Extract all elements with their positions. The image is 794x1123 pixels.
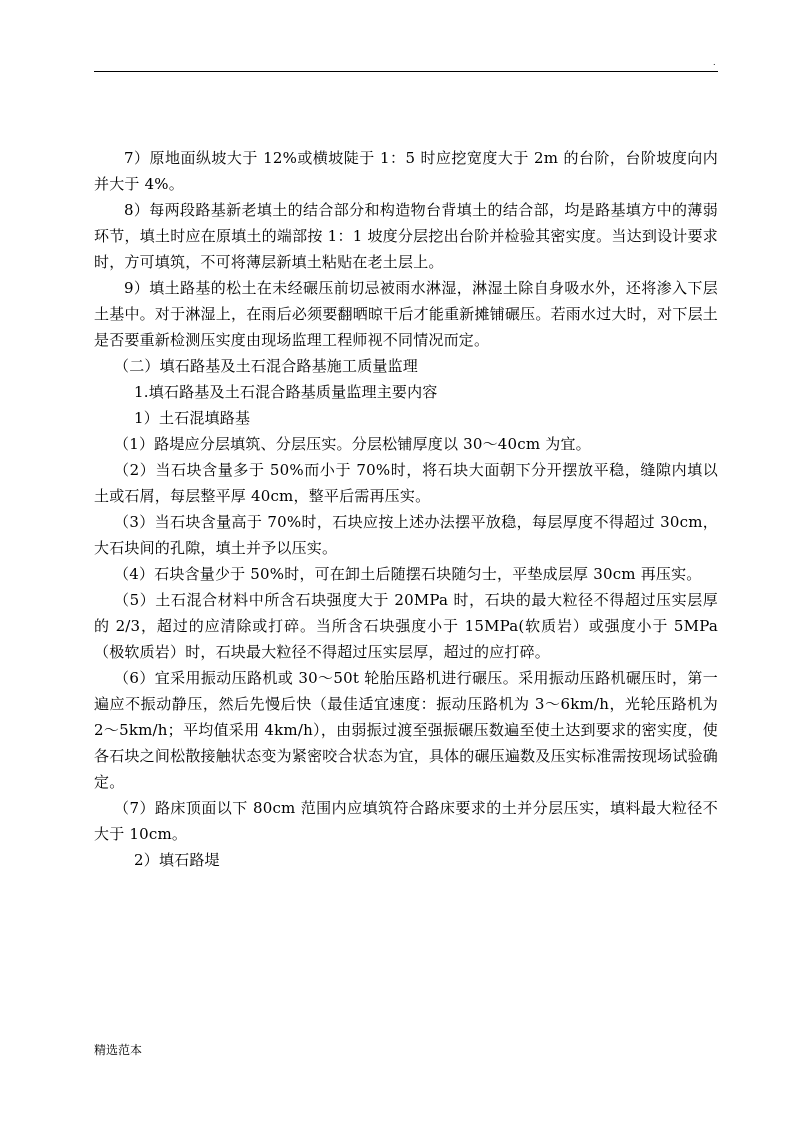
subsection-heading: 1.填石路基及土石混合路基质量监理主要内容 <box>134 383 438 401</box>
list-item-7: （7）路床顶面以下 80cm 范围内应填筑符合路床要求的土并分层压实，填料最大粒径不大于 10cm。 <box>94 799 718 843</box>
paragraph-9: 9）填土路基的松土在未经碾压前切忌被雨水淋湿，淋湿土除自身吸水外，还将渗入下层土基中。对于淋湿上，在雨后必须要翻晒晾干后才能重新摊铺碾压。若雨水过大时，对下层土是否要重新检测压实度由现场监理工程师视不同情况而定。 <box>94 279 718 349</box>
list-item-1: （1）路堤应分层填筑、分层压实。分层松铺厚度以 30～40cm 为宜。 <box>114 435 591 453</box>
list-item-3: （3）当石块含量高于 70%时，石块应按上述办法摆平放稳，每层厚度不得超过 30cm，大石块间的孔隙，填土并予以压实。 <box>94 513 718 557</box>
item-heading-2: 2）填石路堤 <box>134 851 220 869</box>
paragraph-7: 7）原地面纵坡大于 12%或横坡陡于 1：5 时应挖宽度大于 2m 的台阶，台阶坡度向内并大于 4%。 <box>94 149 718 193</box>
paragraph-8: 8）每两段路基新老填土的结合部分和构造物台背填土的结合部，均是路基填方中的薄弱环节，填土时应在原填土的端部按 1：1 坡度分层挖出台阶并检验其密实度。当达到设计要求时，方可填筑，不可将薄层新填土粘贴在老土层上。 <box>94 201 718 271</box>
item-heading-1: 1）土石混填路基 <box>134 409 251 427</box>
document-body <box>94 145 718 873</box>
header-rule <box>94 71 718 72</box>
list-item-5: （5）土石混合材料中所含石块强度大于 20MPa 时，石块的最大粒径不得超过压实层厚的 2/3，超过的应清除或打碎。当所含石块强度小于 15MPa(软质岩）或强度小于 5MPa（极软质岩）时，石块最大粒径不得超过压实层厚，超过的应打碎。 <box>94 591 718 661</box>
list-item-6: （6）宜采用振动压路机或 30～50t 轮胎压路机进行碾压。采用振动压路机碾压时，第一遍应不振动静压，然后先慢后快（最佳适宜速度：振动压路机为 3～6km/h，光轮压路机为 2～5km/h；平均值采用 4km/h），由弱振过渡至强振碾压数遍至使土达到要求的密实度，使各石块之间松散接触状态变为紧密咬合状态为宜，具体的碾压遍数及压实标准需按现场试验确定。 <box>94 669 718 791</box>
section-heading: （二）填石路基及土石混合路基施工质量监理 <box>114 357 419 375</box>
footer-text: 精选范本 <box>94 1043 143 1057</box>
list-item-2: （2）当石块含量多于 50%而小于 70%时，将石块大面朝下分开摆放平稳，缝隙内填以土或石屑，每层整平厚 40cm，整平后需再压实。 <box>94 461 718 505</box>
list-item-4: （4）石块含量少于 50%时，可在卸土后随摆石块随匀士，平垫成层厚 30cm 再压实。 <box>114 565 702 583</box>
header-mark: . <box>713 58 716 67</box>
